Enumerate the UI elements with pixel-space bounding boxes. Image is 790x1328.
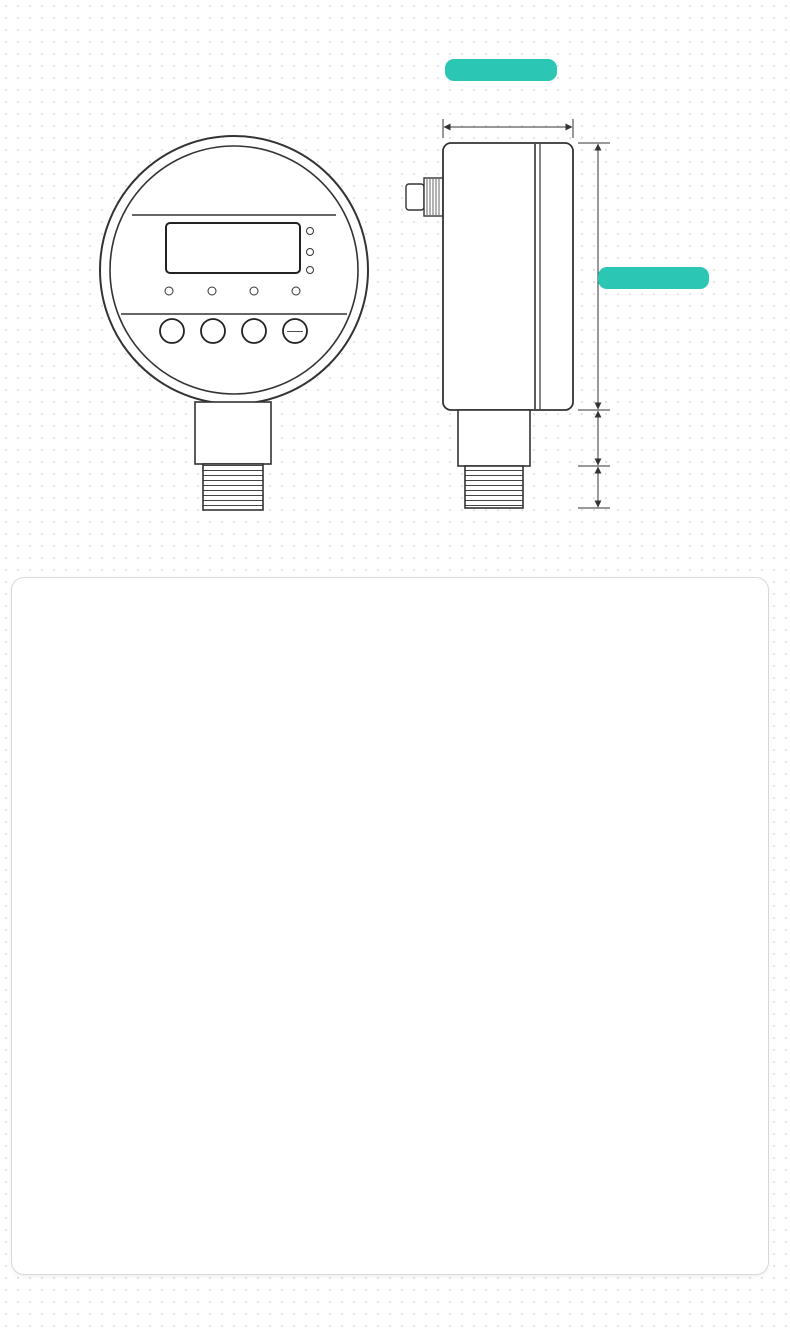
- on-off-button: [283, 319, 307, 343]
- width-highlight-pill: [445, 59, 557, 81]
- side-body: [443, 143, 573, 410]
- unit-button: [201, 319, 225, 343]
- height-dimension-table: [598, 267, 709, 289]
- spec-table: [12, 578, 768, 1274]
- set-button: [160, 319, 184, 343]
- front-neck: [195, 402, 271, 464]
- side-thread: [465, 466, 523, 508]
- product-dimension-drawing: [0, 0, 790, 560]
- height-highlight-pill: [598, 267, 709, 289]
- front-view: [100, 136, 368, 510]
- lcd-display: [166, 223, 300, 273]
- clear-button: [242, 319, 266, 343]
- front-thread: [203, 464, 263, 510]
- width-dimension-table: [445, 59, 557, 81]
- side-neck: [458, 410, 530, 466]
- side-view: [406, 119, 610, 508]
